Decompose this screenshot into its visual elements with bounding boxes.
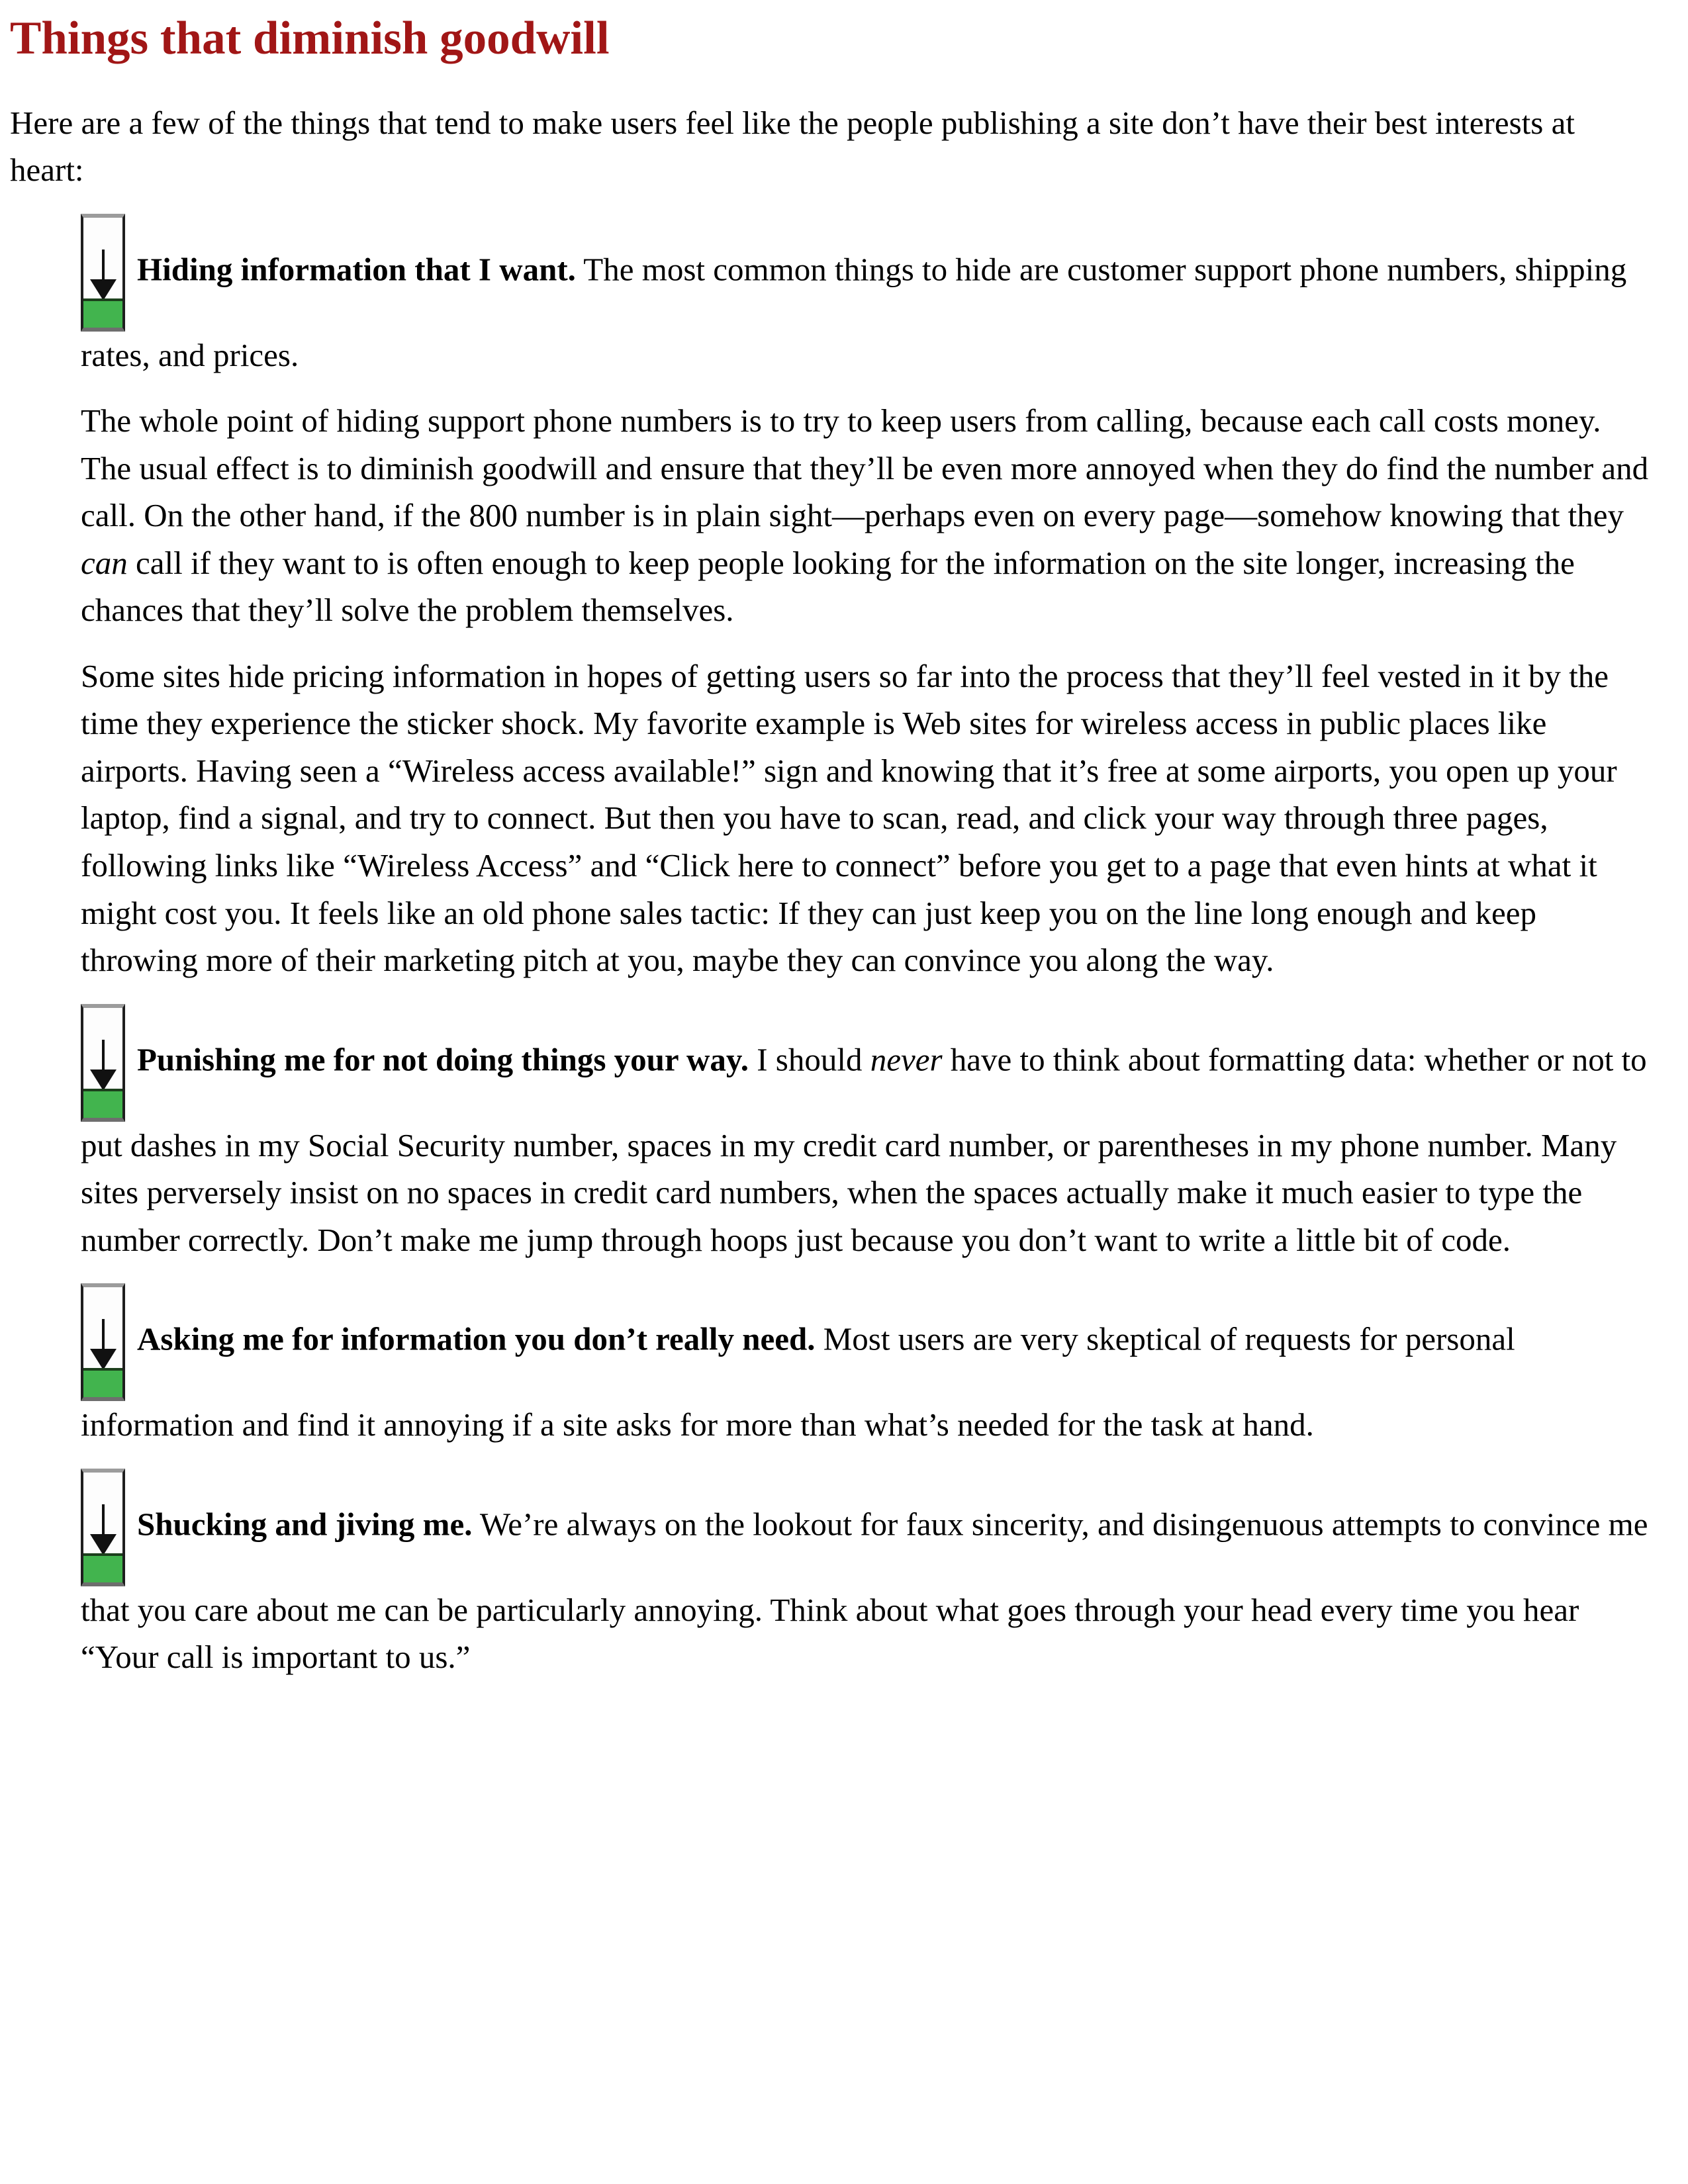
goodwill-gauge-icon	[81, 1004, 125, 1122]
gauge-green-level	[83, 1553, 122, 1582]
bullet-list	[81, 214, 1650, 1681]
bullet-item-shucking-and-jiving	[81, 1469, 1650, 1681]
gauge-green-level	[83, 1089, 122, 1118]
paragraph-hiding-pricing: Some sites hide pricing information in hopes of getting users so far into the process that they’ll feel vested in it by the time they experience the sticker shock. My favorite example is Web sites for wireless access in public places like airports. Having seen a “Wireless access available!” sign and knowing that it’s free at some airports, you open up your laptop, find a signal, and try to connect. But then you have to scan, read, and click your way through three pages, following links like “Wireless Access” and “Click here to connect” before you get to a page that even hints at what it might cost you. It feels like an old phone sales tactic: If they can just keep you on the line long enough and keep throwing more of their marketing pitch at you, maybe they can convince you along the way.	[81, 657, 1617, 979]
bullet-text: Punishing me for not doing things your way. I should never have to think about formatting data: whether or not to put dashes in my Social Security number, spaces in my credit card number, or parentheses in my phone number. Many sites perversely insist on no spaces in credit card numbers, when the spaces actually make it much easier to type the number correctly. Don’t make me jump through hoops just because you don’t want to write a little bit of code.	[81, 1040, 1647, 1258]
bullet-text: Hiding information that I want. The most common things to hide are customer support phone numbers, shipping rates, and prices.	[81, 250, 1627, 373]
goodwill-gauge-icon	[81, 214, 125, 332]
intro-paragraph: Here are a few of the things that tend to make users feel like the people publishing a site don’t have their best interests at heart:	[10, 104, 1575, 189]
gauge-green-level	[83, 1368, 122, 1397]
paragraph-hiding-support-numbers: The whole point of hiding support phone numbers is to try to keep users from calling, because each call costs money. The usual effect is to diminish goodwill and ensure that they’ll be even more annoyed when they do find the number and call. On the other hand, if the 800 number is in plain sight—perhaps even on every page—somehow knowing that they can call if they want to is often enough to keep people looking for the information on the site longer, increasing the chances that they’ll solve the problem themselves.	[81, 402, 1649, 629]
bullet-item-asking-for-information	[81, 1283, 1650, 1449]
bullet-text: Shucking and jiving me. We’re always on the lookout for faux sincerity, and disingenuous attempts to convince me that you care about me can be particularly annoying. Think about what goes through your head every time you hear “Your call is important to us.”	[81, 1505, 1648, 1676]
gauge-green-level	[83, 298, 122, 328]
goodwill-gauge-icon	[81, 1283, 125, 1401]
goodwill-gauge-icon	[81, 1469, 125, 1586]
page-title: Things that diminish goodwill	[10, 13, 610, 64]
bullet-text: Asking me for information you don’t really need. Most users are very skeptical of requests for personal information and find it annoying if a site asks for more than what’s needed for the task at hand.	[81, 1320, 1515, 1443]
bullet-item-hiding-information	[81, 214, 1650, 379]
bullet-item-punishing-me	[81, 1004, 1650, 1264]
